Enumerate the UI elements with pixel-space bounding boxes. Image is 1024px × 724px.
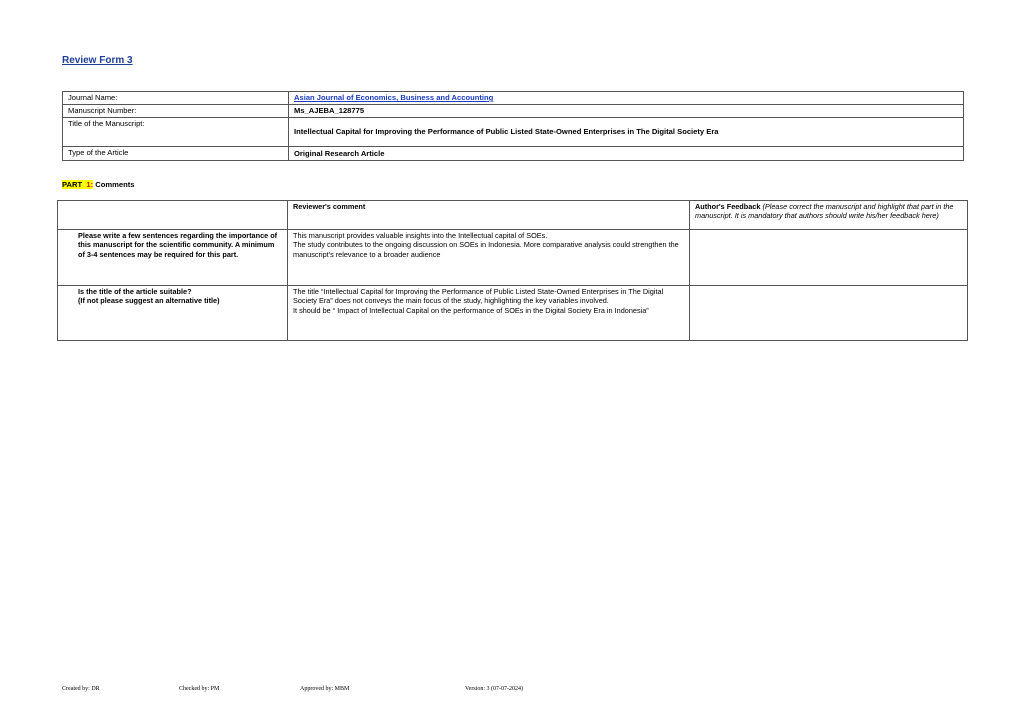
article-type-value: Original Research Article xyxy=(289,147,964,161)
part1-heading xyxy=(62,180,134,189)
footer-approved-by: Approved by: MBM xyxy=(300,686,350,692)
comment-line: The title “Intellectual Capital for Improving the Performance of Public Listed State-Owned Enterprises in The Digital Society Era” does not conveys the main focus of the study, highlighting the key variables involved. xyxy=(293,287,664,306)
reviewer-comment-header: Reviewer's comment xyxy=(288,201,690,230)
author-feedback-importance[interactable] xyxy=(690,230,968,286)
question-title-suitable xyxy=(58,286,288,341)
manuscript-title-label: Title of the Manuscript: xyxy=(63,118,289,147)
footer-created-by: Created by: DR xyxy=(62,686,100,692)
form-title: Review Form 3 xyxy=(62,55,133,66)
manuscript-number-row xyxy=(63,105,964,118)
comment-row-importance xyxy=(58,230,968,286)
journal-name-row xyxy=(63,92,964,105)
part1-label: PART 1: xyxy=(62,180,94,189)
article-type-row xyxy=(63,147,964,161)
journal-name-link[interactable]: Asian Journal of Economics, Business and Accounting xyxy=(294,93,494,102)
comments-table xyxy=(57,200,968,341)
journal-name-value xyxy=(289,92,964,105)
question-header-cell xyxy=(58,201,288,230)
footer-checked-by: Checked by: PM xyxy=(179,686,220,692)
manuscript-number-value: Ms_AJEBA_128775 xyxy=(289,105,964,118)
manuscript-title-value: Intellectual Capital for Improving the Performance of Public Listed State-Owned Enterprises in The Digital Society Era xyxy=(289,118,964,147)
comment-line: It should be “ Impact of Intellectual Capital on the performance of SOEs in the Digital Society Era in Indonesia” xyxy=(293,305,649,315)
comment-row-title xyxy=(58,286,968,341)
reviewer-comment-title xyxy=(288,286,690,341)
journal-name-label: Journal Name: xyxy=(63,92,289,105)
question-line: Is the title of the article suitable? xyxy=(78,287,192,296)
manuscript-info-table xyxy=(62,91,964,161)
article-type-label: Type of the Article xyxy=(63,147,289,161)
question-line: (If not please suggest an alternative title) xyxy=(78,296,220,306)
manuscript-title-row xyxy=(63,118,964,147)
author-feedback-header: Author's Feedback (Please correct the manuscript and highlight that part in the manuscript. It is mandatory that authors should write his/her feedback here) xyxy=(690,201,968,230)
comment-line: This manuscript provides valuable insights into the Intellectual capital of SOEs. xyxy=(293,231,548,240)
part1-title: Comments xyxy=(95,180,135,189)
manuscript-number-label: Manuscript Number: xyxy=(63,105,289,118)
comments-header-row xyxy=(58,201,968,230)
reviewer-comment-importance xyxy=(288,230,690,286)
question-importance: Please write a few sentences regarding the importance of this manuscript for the scientific community. A minimum of 3-4 sentences may be required for this part. xyxy=(58,230,288,286)
footer-version: Version: 3 (07-07-2024) xyxy=(465,686,523,692)
author-feedback-title[interactable] xyxy=(690,286,968,341)
comment-line: The study contributes to the ongoing discussion on SOEs in Indonesia. More comparative analysis could strengthen the manuscript's relevance to a broader audience xyxy=(293,240,679,259)
